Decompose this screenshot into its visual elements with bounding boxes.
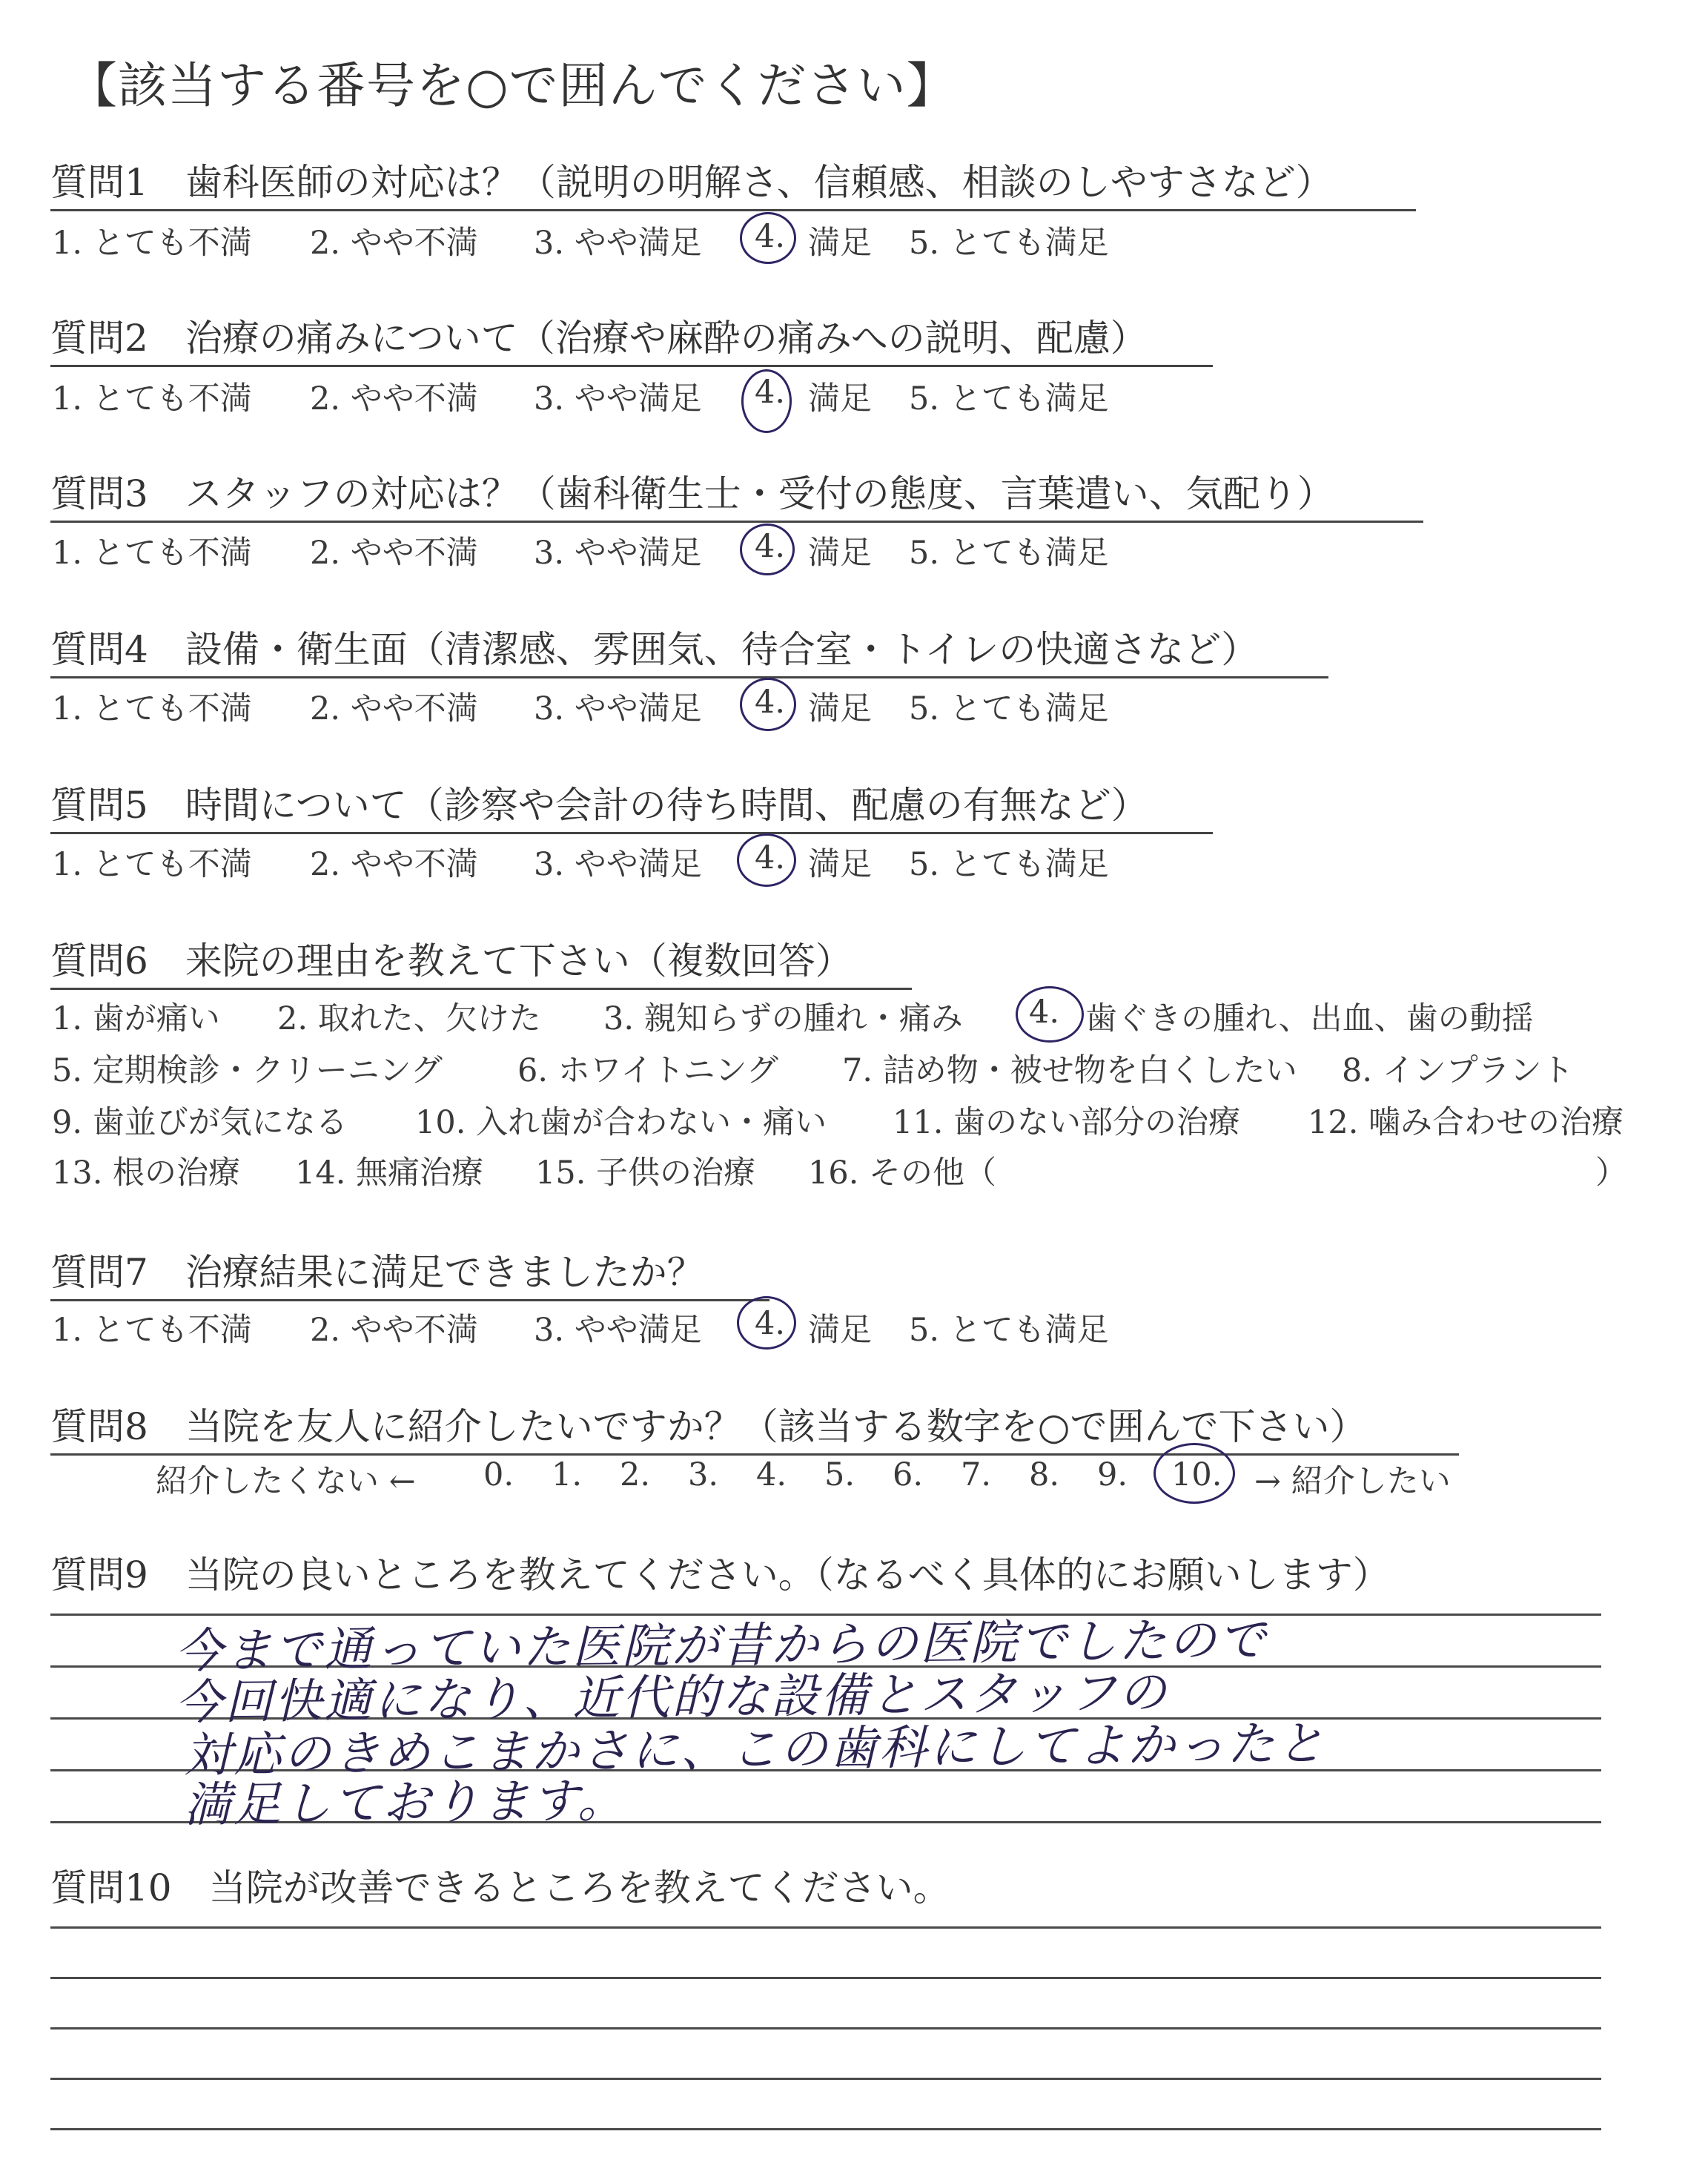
- q5-selection-circle: [737, 833, 796, 887]
- q6-option-15[interactable]: 15. 子供の治療: [535, 1155, 756, 1192]
- q9-answer-line-1: 今まで通っていた医院が昔からの医院でしたので: [174, 1613, 1268, 1680]
- q8-right-label: → 紹介したい: [1254, 1463, 1451, 1500]
- question-8-scale: [0, 1456, 1708, 1501]
- q7-option-1[interactable]: 1. とても不満: [52, 1312, 252, 1349]
- q1-option-2[interactable]: 2. やや不満: [310, 225, 478, 262]
- q6-option-5[interactable]: 5. 定期検診・クリーニング: [52, 1052, 443, 1089]
- q6-option-16-close: ）: [1595, 1155, 1627, 1192]
- q3-selection-circle: [740, 524, 795, 575]
- q3-option-4-label: 満足: [808, 535, 872, 572]
- q8-option-1[interactable]: 1.: [552, 1456, 583, 1493]
- q6-option-8[interactable]: 8. インプラント: [1342, 1052, 1574, 1089]
- question-6-text: 来院の理由を教えて下さい（複数回答）: [185, 939, 853, 982]
- q3-option-5[interactable]: 5. とても満足: [909, 535, 1109, 572]
- question-6-heading: [50, 931, 912, 990]
- q2-option-3[interactable]: 3. やや満足: [534, 380, 702, 417]
- question-7-label: 質問7: [50, 1251, 148, 1294]
- q3-option-1[interactable]: 1. とても不満: [52, 535, 252, 572]
- q10-writing-line[interactable]: [50, 1926, 1601, 1929]
- q2-option-4-number[interactable]: 4.: [755, 374, 786, 411]
- question-8-label: 質問8: [50, 1405, 148, 1448]
- q1-option-4-label: 満足: [808, 225, 872, 262]
- q6-option-9[interactable]: 9. 歯並びが気になる: [52, 1104, 348, 1141]
- question-5-label: 質問5: [50, 784, 148, 827]
- question-6-options: [0, 994, 1708, 1216]
- question-8-text: 当院を友人に紹介したいですか？（該当する数字を○で囲んで下さい）: [185, 1405, 1367, 1448]
- q8-option-3[interactable]: 3.: [688, 1456, 719, 1493]
- question-3-text: スタッフの対応は？（歯科衛生士・受付の態度、言葉遣い、気配り）: [185, 472, 1334, 515]
- q4-option-4-number[interactable]: 4.: [755, 684, 786, 721]
- question-1-options: [0, 218, 1708, 262]
- q4-option-1[interactable]: 1. とても不満: [52, 690, 252, 727]
- q10-writing-line[interactable]: [50, 1977, 1601, 1979]
- q9-answer-line-4: 満足しております。: [183, 1773, 628, 1834]
- question-4-text: 設備・衛生面（清潔感、雰囲気、待合室・トイレの快適さなど）: [185, 628, 1259, 671]
- q2-option-1[interactable]: 1. とても不満: [52, 380, 252, 417]
- q7-option-3[interactable]: 3. やや満足: [534, 1312, 702, 1349]
- question-5-options: [0, 839, 1708, 884]
- q7-option-2[interactable]: 2. やや不満: [310, 1312, 478, 1349]
- q5-option-1[interactable]: 1. とても不満: [52, 846, 252, 883]
- q5-option-4-number[interactable]: 4.: [755, 839, 786, 876]
- q6-option-11[interactable]: 11. 歯のない部分の治療: [893, 1104, 1241, 1141]
- q8-option-0[interactable]: 0.: [483, 1456, 514, 1493]
- q4-option-4-label: 満足: [808, 690, 872, 727]
- q6-option-10[interactable]: 10. 入れ歯が合わない・痛い: [415, 1104, 827, 1141]
- question-3-heading: [50, 464, 1423, 523]
- question-8-heading: [50, 1397, 1459, 1456]
- q7-selection-circle: [737, 1296, 796, 1350]
- q5-option-2[interactable]: 2. やや不満: [310, 846, 478, 883]
- question-9-heading: [50, 1545, 1390, 1599]
- question-10-text: 当院が改善できるところを教えてください。: [208, 1866, 950, 1909]
- q4-option-2[interactable]: 2. やや不満: [310, 690, 478, 727]
- q1-option-1[interactable]: 1. とても不満: [52, 225, 252, 262]
- question-7-heading: [50, 1243, 769, 1301]
- question-1-label: 質問1: [50, 161, 148, 204]
- q8-option-7[interactable]: 7.: [961, 1456, 992, 1493]
- q8-selection-circle: [1153, 1443, 1235, 1504]
- question-2-options: [0, 374, 1708, 418]
- q1-option-3[interactable]: 3. やや満足: [534, 225, 702, 262]
- q7-option-4-label: 満足: [808, 1312, 872, 1349]
- q8-option-5[interactable]: 5.: [824, 1456, 855, 1493]
- q4-selection-circle: [740, 678, 796, 731]
- question-10-heading: [50, 1858, 950, 1912]
- q8-left-label: 紹介したくない ←: [156, 1463, 416, 1500]
- q5-option-4-label: 満足: [808, 846, 872, 883]
- question-4-options: [0, 684, 1708, 728]
- q6-option-4-label: 歯ぐきの腫れ、出血、歯の動揺: [1085, 1000, 1534, 1037]
- question-9-text: 当院の良いところを教えてください。（なるべく具体的にお願いします）: [185, 1553, 1390, 1596]
- question-1-text: 歯科医師の対応は？（説明の明解さ、信頼感、相談のしやすさなど）: [185, 161, 1333, 204]
- q2-selection-circle: [741, 369, 792, 433]
- q4-option-5[interactable]: 5. とても満足: [909, 690, 1109, 727]
- question-6-label: 質問6: [50, 939, 148, 982]
- question-5-text: 時間について（診察や会計の待ち時間、配慮の有無など）: [185, 784, 1148, 827]
- q8-option-4[interactable]: 4.: [756, 1456, 787, 1493]
- q3-option-3[interactable]: 3. やや満足: [534, 535, 702, 572]
- q8-option-10[interactable]: 10.: [1171, 1456, 1222, 1493]
- question-4-label: 質問4: [50, 628, 148, 671]
- question-1-heading: [50, 153, 1416, 211]
- q7-option-5[interactable]: 5. とても満足: [909, 1312, 1109, 1349]
- question-3-options: [0, 528, 1708, 572]
- q8-option-6[interactable]: 6.: [893, 1456, 924, 1493]
- question-4-heading: [50, 620, 1328, 678]
- q6-selection-circle: [1016, 986, 1084, 1043]
- q8-option-9[interactable]: 9.: [1097, 1456, 1128, 1493]
- question-7-options: [0, 1305, 1708, 1350]
- q8-option-2[interactable]: 2.: [620, 1456, 651, 1493]
- q8-option-8[interactable]: 8.: [1029, 1456, 1060, 1493]
- question-10-label: 質問10: [50, 1866, 172, 1909]
- q6-option-3[interactable]: 3. 親知らずの腫れ・痛み: [603, 1000, 963, 1037]
- q6-option-13[interactable]: 13. 根の治療: [52, 1155, 241, 1192]
- q2-option-5[interactable]: 5. とても満足: [909, 380, 1109, 417]
- q9-answer-line-3: 対応のきめこまかさに、この歯科にしてよかったと: [183, 1716, 1327, 1784]
- q6-option-12[interactable]: 12. 噛み合わせの治療: [1308, 1104, 1624, 1141]
- q3-option-4-number[interactable]: 4.: [755, 528, 786, 565]
- q10-writing-line[interactable]: [50, 2078, 1601, 2080]
- question-2-heading: [50, 308, 1213, 367]
- q3-option-2[interactable]: 2. やや不満: [310, 535, 478, 572]
- question-2-label: 質問2: [50, 317, 148, 360]
- q1-selection-circle: [740, 212, 796, 264]
- q6-option-16[interactable]: 16. その他（: [808, 1155, 997, 1192]
- q2-option-4-label: 満足: [808, 380, 872, 417]
- q5-option-5[interactable]: 5. とても満足: [909, 846, 1109, 883]
- q5-option-3[interactable]: 3. やや満足: [534, 846, 702, 883]
- q6-option-14[interactable]: 14. 無痛治療: [295, 1155, 484, 1192]
- question-2-text: 治療の痛みについて（治療や麻酔の痛みへの説明、配慮）: [185, 317, 1148, 360]
- q2-option-2[interactable]: 2. やや不満: [310, 380, 478, 417]
- question-7-text: 治療結果に満足できましたか？: [185, 1251, 704, 1294]
- question-5-heading: [50, 776, 1213, 834]
- q6-option-1[interactable]: 1. 歯が痛い: [52, 1000, 220, 1037]
- question-9-label: 質問9: [50, 1553, 148, 1596]
- q1-option-4-number[interactable]: 4.: [755, 218, 786, 255]
- question-3-label: 質問3: [50, 472, 148, 515]
- q6-option-6[interactable]: 6. ホワイトニング: [517, 1052, 778, 1089]
- q10-writing-line[interactable]: [50, 2128, 1601, 2130]
- q7-option-4-number[interactable]: 4.: [755, 1305, 786, 1342]
- q6-option-2[interactable]: 2. 取れた、欠けた: [277, 1000, 541, 1037]
- q9-answer-line-2: 今回快適になり、近代的な設備とスタッフの: [174, 1665, 1169, 1731]
- q1-option-5[interactable]: 5. とても満足: [909, 225, 1109, 262]
- q6-option-4-number[interactable]: 4.: [1029, 994, 1060, 1031]
- q10-writing-line[interactable]: [50, 2027, 1601, 2029]
- page-title: 【該当する番号を○で囲んでください】: [68, 57, 956, 114]
- q6-option-7[interactable]: 7. 詰め物・被せ物を白くしたい: [842, 1052, 1297, 1089]
- q4-option-3[interactable]: 3. やや満足: [534, 690, 702, 727]
